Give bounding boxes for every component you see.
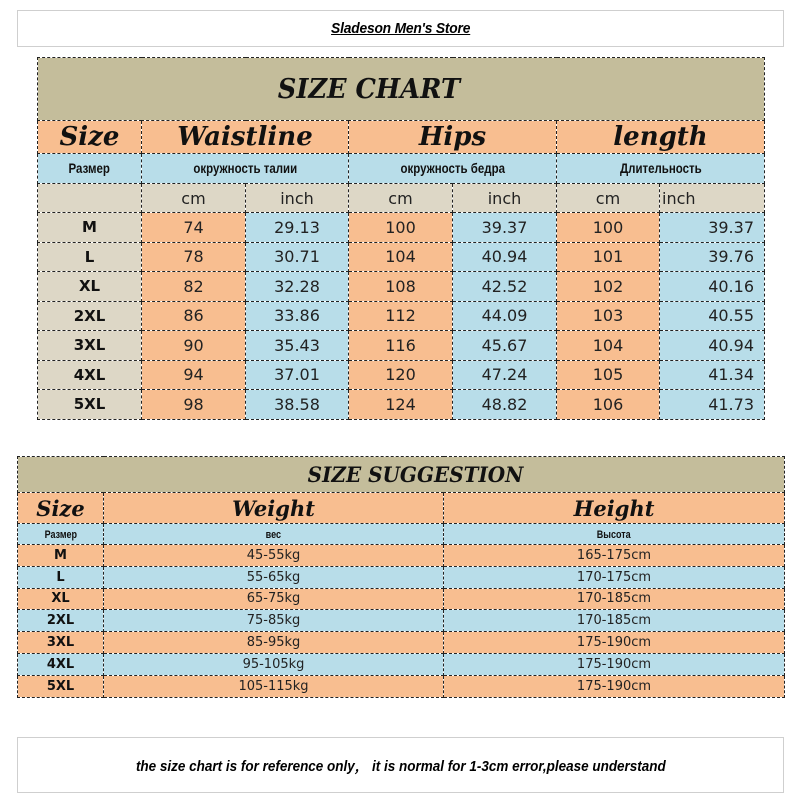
table-row	[18, 675, 785, 697]
length-cm-cell: 101	[557, 242, 660, 272]
waist-cm-cell: 86	[142, 301, 246, 331]
waist-inch-cell: 30.71	[246, 242, 349, 272]
height-cell: 175-190cm	[444, 675, 785, 697]
footer-note: the size chart is for reference only， it is normal for 1-3cm error,please understand	[135, 758, 666, 775]
unit-length-cm: cm	[557, 184, 660, 213]
size-cell: 2XL	[18, 610, 104, 632]
hips-cm-cell: 120	[349, 360, 453, 390]
weight-cell: 55-65kg	[104, 566, 444, 588]
waist-cm-cell: 94	[142, 360, 246, 390]
height-cell: 170-185cm	[444, 588, 785, 610]
store-title: Sladeson Men's Store	[330, 20, 471, 37]
table-row	[38, 301, 765, 331]
table-row	[38, 272, 765, 302]
length-cm-cell: 104	[557, 331, 660, 361]
size-cell: 4XL	[18, 653, 104, 675]
length-inch-cell: 41.73	[660, 390, 765, 420]
waist-cm-cell: 82	[142, 272, 246, 302]
footer-note-box	[17, 737, 784, 793]
size-cell: 3XL	[18, 632, 104, 654]
hips-inch-cell: 39.37	[453, 213, 557, 243]
hips-inch-cell: 44.09	[453, 301, 557, 331]
header-size: Size	[18, 493, 104, 524]
size-cell: 4XL	[38, 360, 142, 390]
table-row	[38, 360, 765, 390]
table-row	[18, 588, 785, 610]
length-inch-cell: 39.76	[660, 242, 765, 272]
length-inch-cell: 40.55	[660, 301, 765, 331]
height-cell: 170-175cm	[444, 566, 785, 588]
table-row	[18, 632, 785, 654]
waist-inch-cell: 29.13	[246, 213, 349, 243]
table-row	[38, 390, 765, 420]
waist-inch-cell: 38.58	[246, 390, 349, 420]
table-row	[18, 545, 785, 567]
hips-inch-cell: 48.82	[453, 390, 557, 420]
length-inch-cell: 40.16	[660, 272, 765, 302]
waist-inch-cell: 37.01	[246, 360, 349, 390]
table-row	[38, 331, 765, 361]
unit-hips-inch: inch	[453, 184, 557, 213]
length-inch-cell: 39.37	[660, 213, 765, 243]
hips-cm-cell: 116	[349, 331, 453, 361]
hips-inch-cell: 45.67	[453, 331, 557, 361]
hips-cm-cell: 124	[349, 390, 453, 420]
weight-cell: 45-55kg	[104, 545, 444, 567]
header-hips: Hips	[349, 121, 557, 154]
header-size-ru: Размер	[18, 524, 104, 545]
waist-cm-cell: 90	[142, 331, 246, 361]
unit-blank	[38, 184, 142, 213]
waist-inch-cell: 35.43	[246, 331, 349, 361]
unit-length-inch: inch	[660, 184, 765, 213]
size-cell: XL	[18, 588, 104, 610]
unit-waist-cm: cm	[142, 184, 246, 213]
unit-waist-inch: inch	[246, 184, 349, 213]
header-weight-ru: вес	[104, 524, 444, 545]
unit-hips-cm: cm	[349, 184, 453, 213]
length-cm-cell: 106	[557, 390, 660, 420]
size-suggestion-table	[17, 456, 785, 698]
waist-inch-cell: 33.86	[246, 301, 349, 331]
hips-inch-cell: 40.94	[453, 242, 557, 272]
length-cm-cell: 105	[557, 360, 660, 390]
header-size: Size	[38, 121, 142, 154]
weight-cell: 65-75kg	[104, 588, 444, 610]
length-cm-cell: 103	[557, 301, 660, 331]
size-cell: M	[38, 213, 142, 243]
height-cell: 165-175cm	[444, 545, 785, 567]
waist-cm-cell: 74	[142, 213, 246, 243]
table-row	[18, 566, 785, 588]
table-row	[38, 242, 765, 272]
length-inch-cell: 41.34	[660, 360, 765, 390]
hips-cm-cell: 112	[349, 301, 453, 331]
size-cell: M	[18, 545, 104, 567]
waist-inch-cell: 32.28	[246, 272, 349, 302]
height-cell: 175-190cm	[444, 632, 785, 654]
size-suggestion-title: SIZE SUGGESTION	[18, 457, 785, 493]
length-inch-cell: 40.94	[660, 331, 765, 361]
hips-inch-cell: 47.24	[453, 360, 557, 390]
header-size-ru: Размер	[38, 154, 142, 184]
hips-cm-cell: 100	[349, 213, 453, 243]
size-cell: L	[18, 566, 104, 588]
header-weight: Weight	[104, 493, 444, 524]
size-chart-table	[37, 57, 765, 420]
size-chart-title: SIZE CHART	[38, 58, 765, 121]
weight-cell: 85-95kg	[104, 632, 444, 654]
height-cell: 170-185cm	[444, 610, 785, 632]
size-cell: 2XL	[38, 301, 142, 331]
store-header	[17, 10, 784, 47]
weight-cell: 105-115kg	[104, 675, 444, 697]
size-cell: L	[38, 242, 142, 272]
length-cm-cell: 102	[557, 272, 660, 302]
waist-cm-cell: 98	[142, 390, 246, 420]
table-row	[38, 213, 765, 243]
length-cm-cell: 100	[557, 213, 660, 243]
header-hips-ru: окружность бедра	[349, 154, 557, 184]
weight-cell: 95-105kg	[104, 653, 444, 675]
header-height: Height	[444, 493, 785, 524]
header-waistline-ru: окружность талии	[142, 154, 349, 184]
size-cell: XL	[38, 272, 142, 302]
table-row	[18, 653, 785, 675]
size-cell: 3XL	[38, 331, 142, 361]
hips-cm-cell: 104	[349, 242, 453, 272]
waist-cm-cell: 78	[142, 242, 246, 272]
header-waistline: Waistline	[142, 121, 349, 154]
height-cell: 175-190cm	[444, 653, 785, 675]
header-length: length	[557, 121, 765, 154]
weight-cell: 75-85kg	[104, 610, 444, 632]
hips-inch-cell: 42.52	[453, 272, 557, 302]
size-cell: 5XL	[18, 675, 104, 697]
size-cell: 5XL	[38, 390, 142, 420]
hips-cm-cell: 108	[349, 272, 453, 302]
header-height-ru: Высота	[444, 524, 785, 545]
table-row	[18, 610, 785, 632]
header-length-ru: Длительность	[557, 154, 765, 184]
